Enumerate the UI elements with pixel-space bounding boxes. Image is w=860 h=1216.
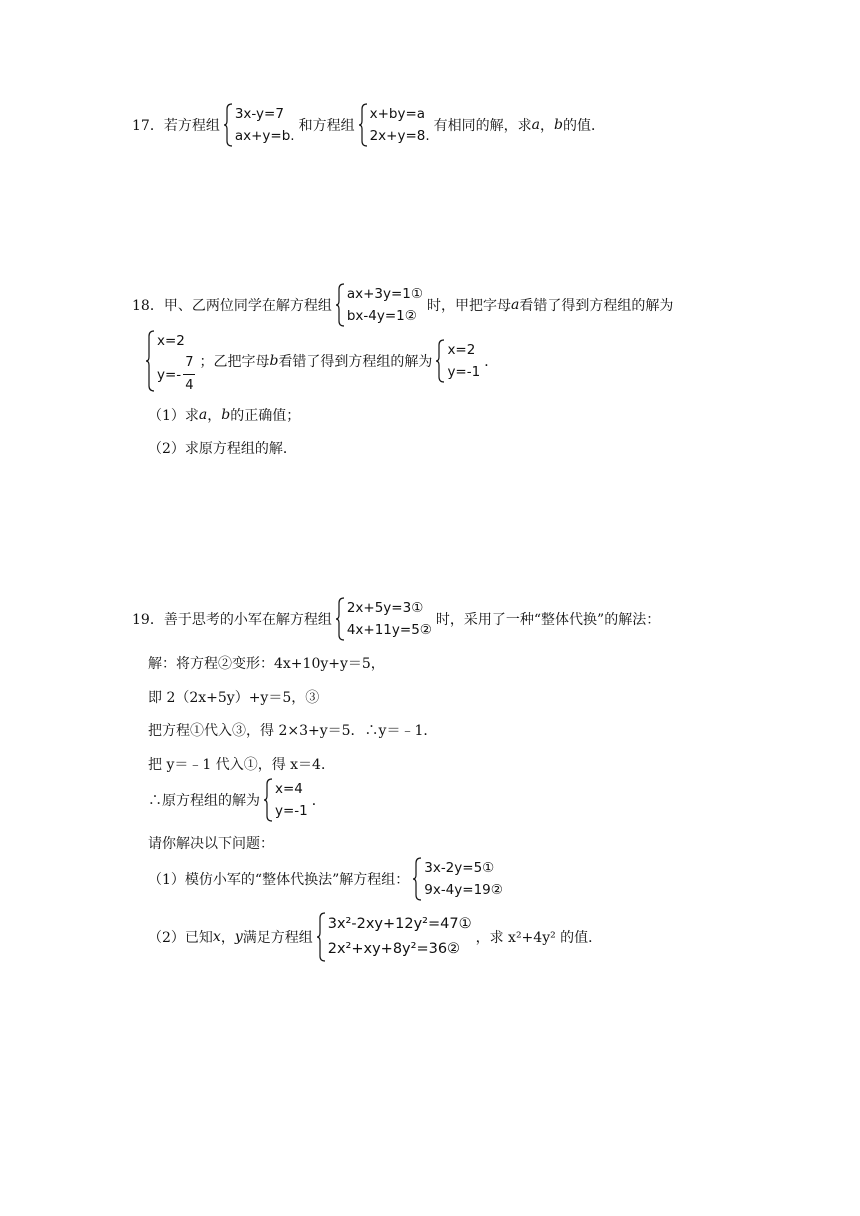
q18-part-2: （2）求原方程组的解． <box>148 441 297 457</box>
q18-p1-var-a: a <box>198 407 208 423</box>
q18-text-4: ；乙把字母 <box>199 354 270 370</box>
q17-sys2-eq1: x+by=a <box>369 106 426 122</box>
q19-p1-system <box>413 857 503 901</box>
q19-step-1: 解：将方程②变形：4x+10y+y＝5， <box>148 656 385 672</box>
q17-line <box>132 103 605 147</box>
q19-step-4: 把 y＝﹣1 代入①，得 x＝4． <box>148 757 335 773</box>
q19-solution <box>264 778 308 822</box>
q19-text-2: 时，采用了一种“整体代换”的解法： <box>435 612 661 628</box>
q18-part-1 <box>148 405 300 425</box>
q18-sol2-y: y=-1 <box>447 364 481 380</box>
q19-p2-eq1: 3x²-2xy+12y²=47① <box>327 916 472 932</box>
q17-text-2: 和方程组 <box>298 118 355 134</box>
q18-sol1-x: x=2 <box>157 333 185 349</box>
q17-text-4: 的值． <box>562 118 605 134</box>
q18-number: 18． <box>132 298 164 314</box>
q17-text-1: 若方程组 <box>163 118 220 134</box>
q18-p1-var-b: b <box>221 407 231 423</box>
q18-sol2-x: x=2 <box>447 342 476 358</box>
q18-text-6: ． <box>484 354 499 370</box>
q18-sol1-y: y=- <box>157 366 182 383</box>
q19-p2-eq2: 2x²+xy+8y²=36② <box>327 941 461 957</box>
q19-p2-system <box>317 912 472 962</box>
q18-system <box>336 283 423 327</box>
q19-p2-comma: ， <box>220 930 235 946</box>
q19-p1-eq2: 9x-4y=19② <box>424 882 503 898</box>
q18-p1-comma: ， <box>207 408 222 424</box>
brace-icon <box>264 778 273 822</box>
q18-solution-1 <box>146 330 195 392</box>
q17-sys2-eq2: 2x+y=8. <box>369 128 430 144</box>
q19-p2-end: ，求 x²+4y² 的值． <box>475 930 603 946</box>
q19-p1-eq1: 3x-2y=5① <box>424 860 495 876</box>
q19-step-6: 请你解决以下问题： <box>148 836 274 852</box>
q19-system <box>336 597 432 641</box>
q19-step-5 <box>148 778 326 822</box>
q19-step-2: 即 2（2x+5y）+y＝5，③ <box>148 690 320 706</box>
q19-sol-y: y=-1 <box>275 803 308 819</box>
q19-step-5-text: ∴原方程组的解为 <box>148 793 260 809</box>
q18-text-1: 甲、乙两位同学在解方程组 <box>163 298 332 314</box>
q17-system-1 <box>224 103 295 147</box>
q19-p2-var-x: x <box>212 929 221 945</box>
q17-number: 17． <box>132 118 164 134</box>
q17-system-2 <box>359 103 430 147</box>
q18-line-2 <box>146 330 498 392</box>
q18-sys-eq1: ax+3y=1① <box>346 286 423 302</box>
q18-frac-num: 7 <box>183 352 195 375</box>
q17-var-a: a <box>531 117 541 133</box>
q18-fraction <box>183 352 195 397</box>
q18-var-b: b <box>269 353 279 369</box>
q19-p2-text-a: （2）已知 <box>148 930 213 946</box>
q19-line-1 <box>132 597 660 641</box>
q17-var-b: b <box>554 117 563 133</box>
q19-number: 19． <box>132 612 164 628</box>
q18-solution-2 <box>436 339 480 383</box>
q18-p1-end: 的正确值； <box>230 408 301 424</box>
brace-icon <box>413 857 422 901</box>
q18-text-3: 看错了得到方程组的解为 <box>519 298 674 314</box>
q18-line-1 <box>132 283 673 327</box>
q19-sol-x: x=4 <box>275 781 303 797</box>
brace-icon <box>359 103 368 147</box>
q17-text-3: 有相同的解，求 <box>433 118 532 134</box>
q18-p1-text: （1）求 <box>148 408 199 424</box>
q18-text-5: 看错了得到方程组的解为 <box>278 354 433 370</box>
q19-part-1 <box>148 857 507 901</box>
brace-icon <box>317 912 326 962</box>
brace-icon <box>436 339 445 383</box>
q18-var-a: a <box>510 297 520 313</box>
brace-icon <box>336 597 345 641</box>
brace-icon <box>224 103 233 147</box>
q18-sys-eq2: bx-4y=1② <box>346 308 417 324</box>
q19-p1-text: （1）模仿小军的“整体代换法”解方程组： <box>148 872 410 888</box>
q17-comma: ， <box>540 118 555 134</box>
q18-text-2: 时，甲把字母 <box>426 298 511 314</box>
q19-sys-eq1: 2x+5y=3① <box>346 600 424 616</box>
q19-step-3: 把方程①代入③，得 2×3+y＝5．∴y＝﹣1． <box>148 723 438 739</box>
q19-p2-text-b: 满足方程组 <box>242 930 313 946</box>
q17-sys1-eq1: 3x-y=7 <box>234 106 284 122</box>
q19-step-5-end: ． <box>311 793 326 809</box>
q19-p2-var-y: y <box>234 929 243 945</box>
brace-icon <box>336 283 345 327</box>
q19-part-2 <box>148 912 602 962</box>
q19-text-1: 善于思考的小军在解方程组 <box>163 612 332 628</box>
brace-icon <box>146 330 155 392</box>
q19-sys-eq2: 4x+11y=5② <box>346 622 432 638</box>
q17-sys1-eq2: ax+y=b. <box>234 128 295 144</box>
q18-frac-den: 4 <box>185 378 194 393</box>
